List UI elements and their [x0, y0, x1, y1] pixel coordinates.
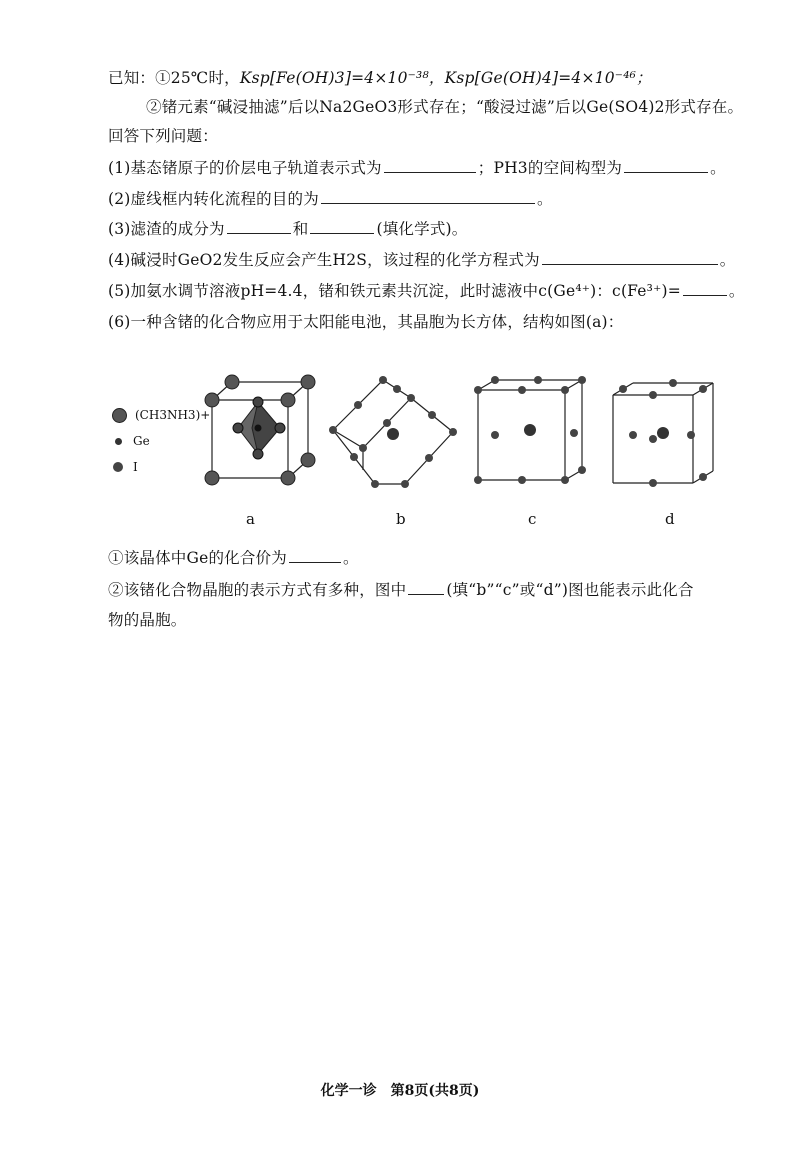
caption-d: d — [665, 510, 675, 528]
legend-ge — [112, 428, 210, 454]
sub-question-2-cont: 物的晶胞。 — [108, 611, 187, 629]
known-line-2: ②锗元素“碱浸抽滤”后以Na2GeO3形式存在；“酸浸过滤”后以Ge(SO4)2形式存在。 — [146, 98, 744, 116]
legend-i — [112, 454, 210, 480]
q5-blank[interactable] — [683, 281, 727, 296]
i-ball-icon — [113, 462, 123, 472]
q5-text: (5)加氨水调节溶液pH=4.4，锗和铁元素共沉淀，此时滤液中c(Ge⁴⁺)：c(Fe³⁺)= — [108, 282, 681, 300]
caption-b: b — [396, 510, 406, 528]
page-footer: 化学一诊 第8页(共8页) — [320, 1083, 480, 1099]
sub1-end: 。 — [342, 549, 359, 567]
sub2-text: ②该锗化合物晶胞的表示方式有多种，图中 — [108, 581, 407, 599]
crystal-figure-b — [325, 372, 465, 497]
q3-blank-2[interactable] — [310, 219, 374, 234]
question-5 — [108, 281, 745, 301]
sub-question-1 — [108, 548, 359, 568]
q1-text: (1)基态锗原子的价层电子轨道表示式为 — [108, 159, 382, 177]
q5-end: 。 — [728, 282, 745, 300]
q2-text: (2)虚线框内转化流程的目的为 — [108, 190, 319, 208]
sub2-blank[interactable] — [408, 580, 444, 595]
known-prefix: 已知：①25℃时， — [108, 69, 240, 87]
q4-end: 。 — [719, 251, 736, 269]
question-2 — [108, 189, 553, 209]
legend-ion-label: (CH3NH3)+ — [135, 408, 211, 422]
question-6: (6)一种含锗的化合物应用于太阳能电池，其晶胞为长方体，结构如图(a)： — [108, 313, 624, 331]
q4-blank[interactable] — [542, 250, 718, 265]
crystal-figure-c — [470, 375, 595, 495]
ksp-ge: Ksp[Ge(OH)4]=4×10⁻⁴⁶； — [444, 69, 652, 87]
crystal-figure-d — [605, 377, 725, 495]
caption-c: c — [528, 510, 537, 528]
ion-ball-icon — [112, 408, 127, 423]
crystal-figure-a — [200, 370, 320, 495]
q4-text: (4)碱浸时GeO2发生反应会产生H2S，该过程的化学方程式为 — [108, 251, 540, 269]
q1-blank-1[interactable] — [384, 158, 476, 173]
figure-legend — [112, 402, 210, 480]
legend-ge-label: Ge — [133, 434, 150, 448]
legend-ion — [112, 402, 210, 428]
intro-text: 回答下列问题： — [108, 127, 218, 145]
sub2-text-2: (填“b”“c”或“d”)图也能表示此化合 — [446, 581, 694, 599]
q1-text-2: ；PH3的空间构型为 — [477, 159, 623, 177]
q3-and: 和 — [292, 220, 309, 238]
q1-end: 。 — [710, 159, 726, 177]
ksp-fe: Ksp[Fe(OH)3]=4×10⁻³⁸， — [239, 69, 445, 87]
q3-blank-1[interactable] — [227, 219, 291, 234]
caption-a: a — [246, 510, 255, 528]
q3-hint: (填化学式)。 — [376, 220, 468, 238]
sub1-blank[interactable] — [289, 548, 341, 563]
legend-i-label: I — [133, 460, 138, 474]
known-line-1 — [108, 68, 652, 88]
q2-blank[interactable] — [321, 189, 535, 204]
question-3 — [108, 219, 467, 239]
ge-dot-icon — [115, 438, 122, 445]
question-1 — [108, 158, 726, 178]
q3-text: (3)滤渣的成分为 — [108, 220, 225, 238]
sub-question-2 — [108, 580, 694, 600]
q2-end: 。 — [536, 190, 553, 208]
question-4 — [108, 250, 735, 270]
sub1-text: ①该晶体中Ge的化合价为 — [108, 549, 287, 567]
q1-blank-2[interactable] — [624, 158, 708, 173]
